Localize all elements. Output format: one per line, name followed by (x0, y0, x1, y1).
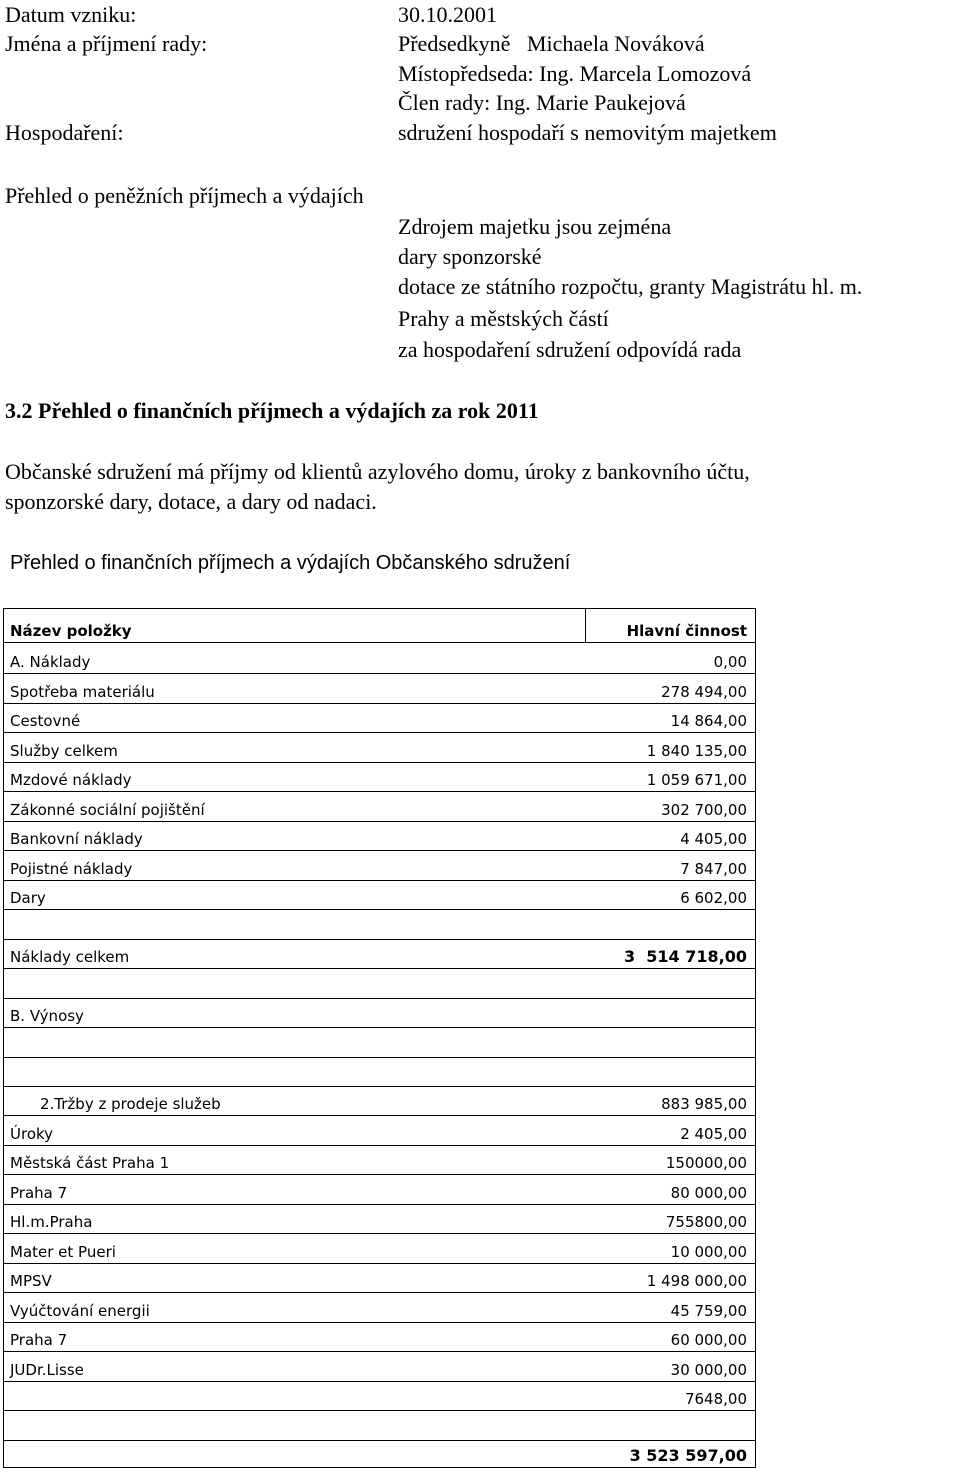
overview-line: dary sponzorské (398, 244, 542, 269)
table-row: 7648,00 (3, 1380, 756, 1411)
cost-total-label: Náklady celkem (10, 947, 130, 966)
table-row: Úroky 2 405,00 (3, 1115, 756, 1146)
overview-line: za hospodaření sdružení odpovídá rada (398, 337, 742, 362)
table-row: Cestovné 14 864,00 (3, 702, 756, 733)
overview-line: dotace ze státního rozpočtu, granty Magistrátu hl. m. (398, 274, 863, 299)
table-row: 2.Tržby z prodeje služeb 883 985,00 (3, 1085, 756, 1116)
table-row: Hl.m.Praha 755800,00 (3, 1203, 756, 1234)
founding-date-label: Datum vzniku: (5, 2, 137, 27)
table-row: MPSV 1 498 000,00 (3, 1262, 756, 1293)
income-total-row (3, 1439, 756, 1468)
management-value: sdružení hospodaří s nemovitým majetkem (398, 120, 777, 145)
table-row-empty (3, 1027, 756, 1058)
table-row: Služby celkem 1 840 135,00 (3, 732, 756, 763)
table-row: Vyúčtování energii 45 759,00 (3, 1292, 756, 1323)
table-row: Pojistné náklady 7 847,00 (3, 850, 756, 881)
table-row-empty (3, 1410, 756, 1441)
section-paragraph-line2: sponzorské dary, dotace, a dary od nadaci. (5, 489, 377, 514)
overview-line: Prahy a městských částí (398, 306, 609, 331)
table-row-empty (3, 909, 756, 940)
table-row: Spotřeba materiálu 278 494,00 (3, 673, 756, 704)
section-paragraph-line1: Občanské sdružení má příjmy od klientů azylového domu, úroky z bankovního účtu, (5, 459, 750, 484)
overview-line: Zdrojem majetku jsou zejména (398, 214, 672, 239)
column-header-main-activity: Hlavní činnost (626, 622, 747, 640)
board-members-label: Jména a příjmení rady: (5, 31, 208, 56)
overview-title: Přehled o peněžních příjmech a výdajích (5, 183, 364, 208)
table-title: Přehled o finančních příjmech a výdajích Občanského sdružení (10, 552, 571, 574)
table-header-row (3, 608, 756, 643)
table-row: JUDr.Lisse 30 000,00 (3, 1351, 756, 1382)
table-row: Zákonné sociální pojištění 302 700,00 (3, 791, 756, 822)
table-row: A. Náklady 0,00 (3, 643, 756, 674)
table-row: Mater et Pueri 10 000,00 (3, 1233, 756, 1264)
table-row: Praha 7 80 000,00 (3, 1174, 756, 1205)
table-row: Městská část Praha 1 150000,00 (3, 1144, 756, 1175)
table-row: Mzdové náklady 1 059 671,00 (3, 761, 756, 792)
income-section-label: B. Výnosy (10, 1006, 84, 1025)
section-heading: 3.2 Přehled o finančních příjmech a výdajích za rok 2011 (5, 398, 539, 423)
board-chair: Předsedkyně Michaela Nováková (398, 31, 705, 56)
table-row: Dary 6 602,00 (3, 879, 756, 910)
income-total-value: 3 523 597,00 (629, 1446, 747, 1465)
table-row: Praha 7 60 000,00 (3, 1321, 756, 1352)
table-row-empty (3, 968, 756, 999)
table-row-empty (3, 1056, 756, 1087)
management-label: Hospodaření: (5, 120, 124, 145)
board-vice-chair: Místopředseda: Ing. Marcela Lomozová (398, 61, 752, 86)
cost-total-row (3, 938, 756, 969)
cost-total-value: 3 514 718,00 (624, 946, 747, 966)
column-header-name: Název položky (10, 622, 132, 640)
board-member: Člen rady: Ing. Marie Paukejová (398, 90, 686, 115)
table-row: Bankovní náklady 4 405,00 (3, 820, 756, 851)
founding-date-value: 30.10.2001 (398, 2, 497, 27)
income-section-row (3, 997, 756, 1028)
